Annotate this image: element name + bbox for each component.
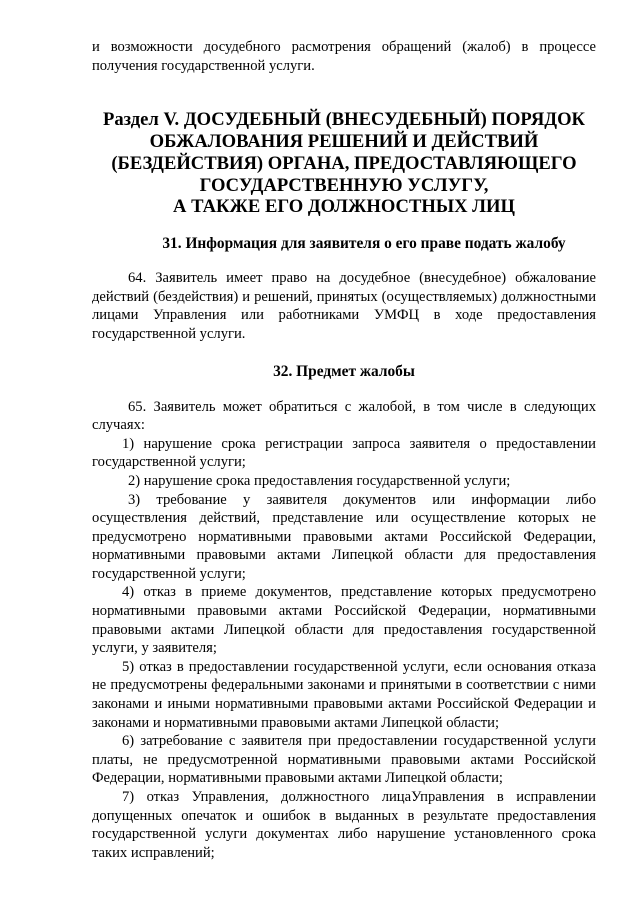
intro-paragraph: и возможности досудебного расмотрения обращений (жалоб) в процессе получения государственной услуги.	[92, 39, 596, 74]
section-title-line: А ТАКЖЕ ЕГО ДОЛЖНОСТНЫХ ЛИЦ	[173, 196, 515, 218]
section-title-line: ГОСУДАРСТВЕННУЮ УСЛУГУ,	[199, 174, 489, 196]
subsection-heading-31: 31. Информация для заявителя о его праве подать жалобу	[162, 235, 566, 253]
list-item: 1) нарушение срока регистрации запроса заявителя о предоставлении государственной услуги;	[92, 435, 596, 471]
list-item: 7) отказ Управления, должностного лицаУправления в исправлении допущенных опечаток и ошибок в выданных в результате предоставления государственной услуги документах либо нарушение установленного срока таких исправлений;	[92, 789, 596, 861]
subsection-heading-32: 32. Предмет жалобы	[273, 362, 415, 380]
list-item: 2) нарушение срока предоставления государственной услуги;	[128, 472, 511, 489]
section-title	[92, 109, 596, 218]
list-item: 4) отказ в приеме документов, представление которых предусмотрено нормативными правовыми актами Российской Федерации, нормативными правовыми актами Липецкой области для предоставления государственной услуги, у заявителя;	[92, 584, 596, 657]
section-title-line: Раздел V. ДОСУДЕБНЫЙ (ВНЕСУДЕБНЫЙ) ПОРЯДОК	[102, 109, 586, 131]
list-item: 5) отказ в предоставлении государственной услуги, если основания отказа не предусмотрены федеральными законами и принятыми в соответствии с ними законами и иными нормативными правовыми актами Российской Федерации и законами и нормативными правовыми актами Липецкой области;	[92, 658, 596, 731]
list-item: 3) требование у заявителя документов или информации либо осуществления действий, представление или осуществление которых не предусмотрено нормативными правовыми актами Российской Федерации, нормативными правовыми актами Липецкой области для предоставления государственной услуги;	[92, 491, 596, 582]
section-title-line: ОБЖАЛОВАНИЯ РЕШЕНИЙ И ДЕЙСТВИЙ	[149, 130, 539, 152]
paragraph-65: 65. Заявитель может обратиться с жалобой, в том числе в следующих случаях:	[92, 398, 596, 434]
list-item: 6) затребование с заявителя при предоставлении государственной услуги платы, не предусмотренной нормативными правовыми актами Российской Федерации, нормативными правовыми актами Липецкой области;	[92, 733, 596, 787]
section-title-line: (БЕЗДЕЙСТВИЯ) ОРГАНА, ПРЕДОСТАВЛЯЮЩЕГО	[111, 152, 577, 174]
paragraph-64: 64. Заявитель имеет право на досудебное (внесудебное) обжалование действий (бездействия) и решений, принятых (осуществляемых) должностными лицами Управления или работниками УМФЦ в ходе предоставления государственной услуги.	[92, 270, 596, 342]
